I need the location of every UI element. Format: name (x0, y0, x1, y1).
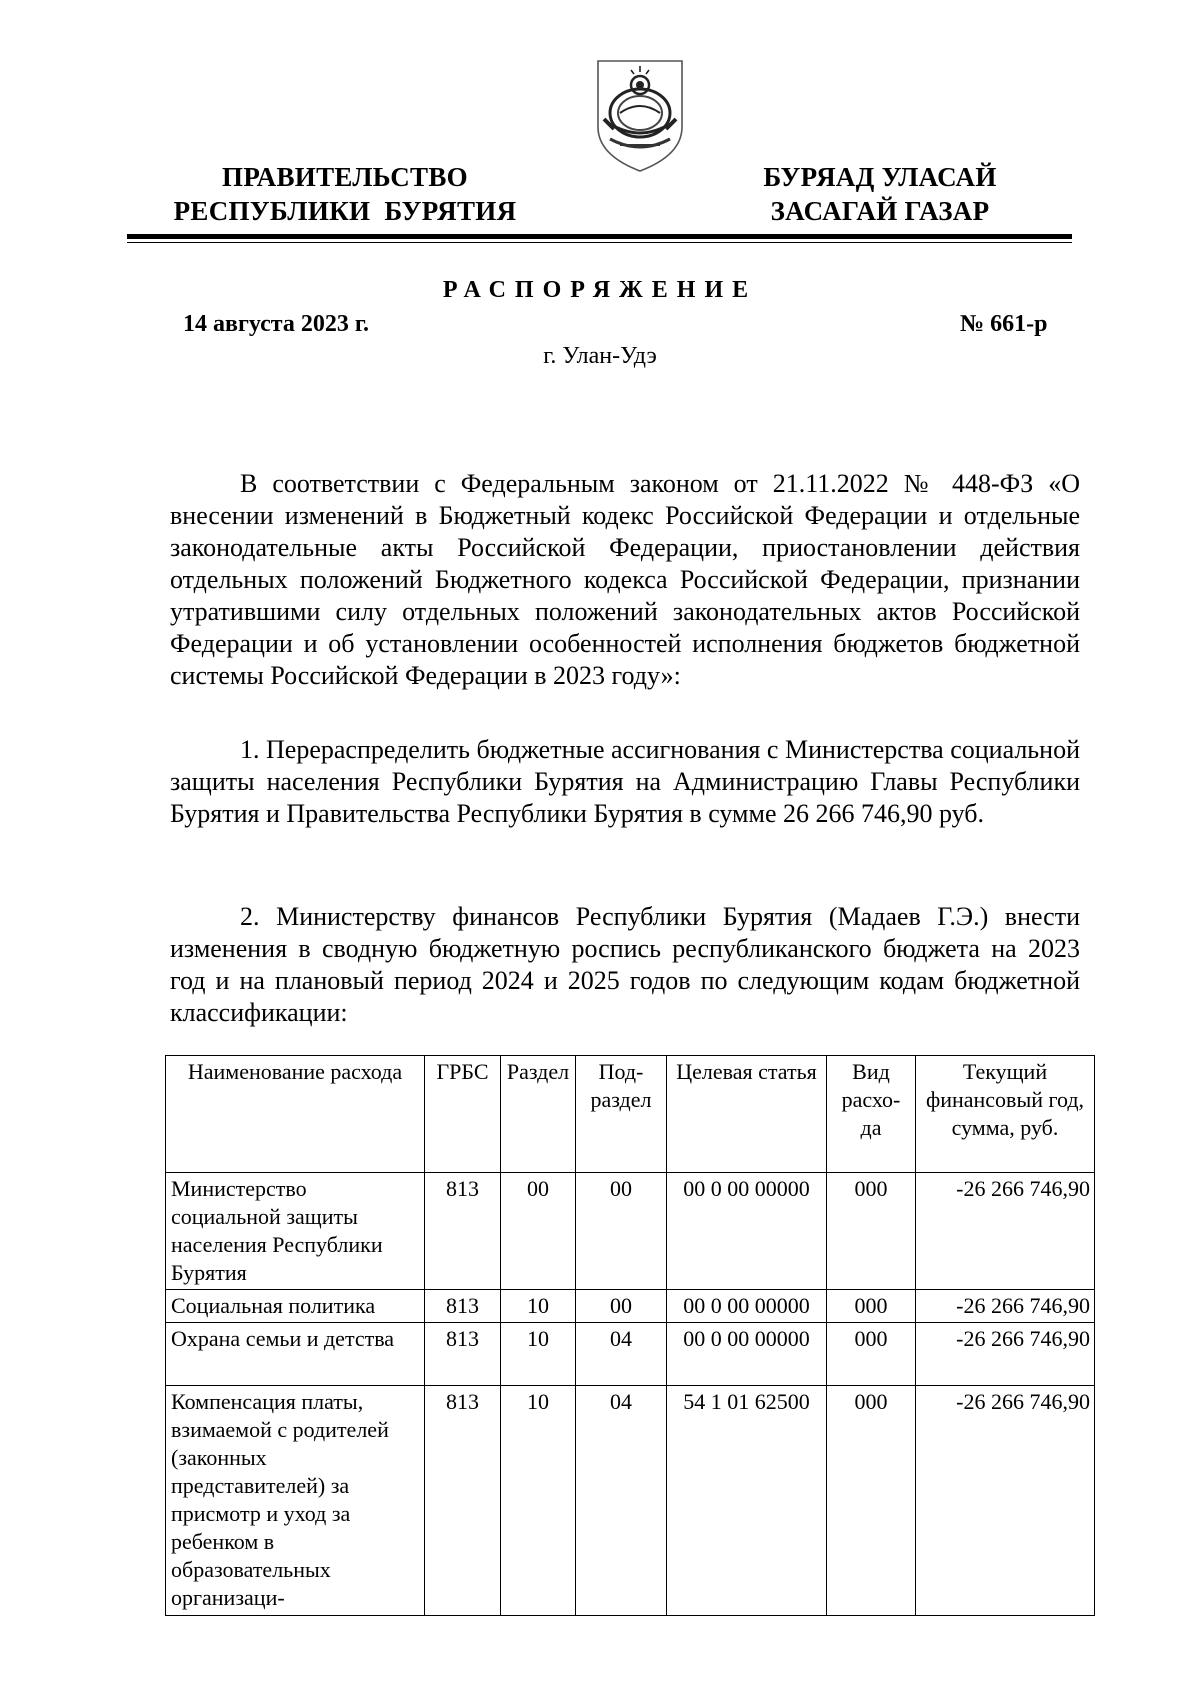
cell-kind: 000 (827, 1173, 916, 1290)
cell-section: 10 (501, 1323, 576, 1386)
table-row (166, 1290, 1095, 1323)
header-amount: Текущий финансовый год, сумма, руб. (916, 1056, 1095, 1173)
cell-target: 00 0 00 00000 (667, 1173, 827, 1290)
cell-name: Охрана семьи и детства (166, 1323, 425, 1386)
document-number: № 661-р (960, 311, 1048, 337)
org-name-right (720, 160, 1040, 228)
cell-kind: 000 (827, 1290, 916, 1323)
cell-grbs: 813 (425, 1323, 501, 1386)
cell-target: 00 0 00 00000 (667, 1323, 827, 1386)
table-header-row (166, 1056, 1095, 1173)
budget-classification-table (165, 1055, 1095, 1616)
header-divider-thin (127, 242, 1072, 243)
cell-amount: -26 266 746,90 (916, 1173, 1095, 1290)
org-name-right-line2: ЗАСАГАЙ ГАЗАР (770, 196, 990, 226)
table-row (166, 1173, 1095, 1290)
cell-subsection: 00 (576, 1173, 667, 1290)
cell-amount: -26 266 746,90 (916, 1386, 1095, 1616)
document-date: 14 августа 2023 г. (183, 311, 370, 337)
cell-target: 54 1 01 62500 (667, 1386, 827, 1616)
cell-name: Социальная политика (166, 1290, 425, 1323)
cell-grbs: 813 (425, 1386, 501, 1616)
cell-section: 10 (501, 1386, 576, 1616)
cell-kind: 000 (827, 1323, 916, 1386)
cell-kind: 000 (827, 1386, 916, 1616)
org-name-left (150, 160, 540, 228)
header-grbs: ГРБС (425, 1056, 501, 1173)
intro-paragraph: В соответствии с Федеральным законом от 21.11.2022 № 448-ФЗ «О внесении изменений в Бюджетный кодекс Российской Федерации и отдельные законодательные акты Российской Федерации, приостановлении действия отдельных положений Бюджетного кодекса Российской Федерации, признании утратившими силу отдельных положений законодательных актов Российской Федерации и об установлении особенностей исполнения бюджетов бюджетной системы Российской Федерации в 2023 году»: (170, 469, 1080, 690)
cell-amount: -26 266 746,90 (916, 1290, 1095, 1323)
cell-grbs: 813 (425, 1290, 501, 1323)
header-divider-thick (127, 234, 1072, 239)
coat-of-arms-emblem-icon (590, 55, 690, 175)
org-name-right-line1: БУРЯАД УЛАСАЙ (763, 162, 997, 192)
cell-name: Министерство социальной защиты населения Республики Бурятия (166, 1173, 425, 1290)
cell-grbs: 813 (425, 1173, 501, 1290)
item-2-paragraph: 2. Министерству финансов Республики Бурятия (Мадаев Г.Э.) внести изменения в сводную бюджетную роспись республиканского бюджета на 2023 год и на плановый период 2024 и 2025 годов по следующим кодам бюджетной классификации: (170, 902, 1080, 1027)
cell-section: 00 (501, 1173, 576, 1290)
cell-target: 00 0 00 00000 (667, 1290, 827, 1323)
table-row (166, 1323, 1095, 1386)
header-section: Раздел (501, 1056, 576, 1173)
cell-section: 10 (501, 1290, 576, 1323)
cell-subsection: 00 (576, 1290, 667, 1323)
header-expense-kind: Вид расхо-да (827, 1056, 916, 1173)
cell-subsection: 04 (576, 1386, 667, 1616)
cell-name: Компенсация платы, взимаемой с родителей (законных представителей) за присмотр и уход за ребенком в образовательных организаци- (166, 1386, 425, 1616)
org-name-left-line2: РЕСПУБЛИКИ БУРЯТИЯ (173, 196, 517, 226)
cell-amount: -26 266 746,90 (916, 1323, 1095, 1386)
header-name: Наименование расхода (166, 1056, 425, 1173)
item-1-paragraph: 1. Перераспределить бюджетные ассигнования с Министерства социальной защиты населения Республики Бурятия на Администрацию Главы Республики Бурятия и Правительства Республики Бурятия в сумме 26 266 746,90 руб. (170, 735, 1080, 828)
document-type-title: РАСПОРЯЖЕНИЕ (442, 277, 758, 303)
document-city: г. Улан-Удэ (543, 343, 657, 369)
header-subsection: Под-раздел (576, 1056, 667, 1173)
header-target-article: Целевая статья (667, 1056, 827, 1173)
cell-subsection: 04 (576, 1323, 667, 1386)
org-name-left-line1: ПРАВИТЕЛЬСТВО (222, 162, 468, 192)
table-row (166, 1386, 1095, 1616)
